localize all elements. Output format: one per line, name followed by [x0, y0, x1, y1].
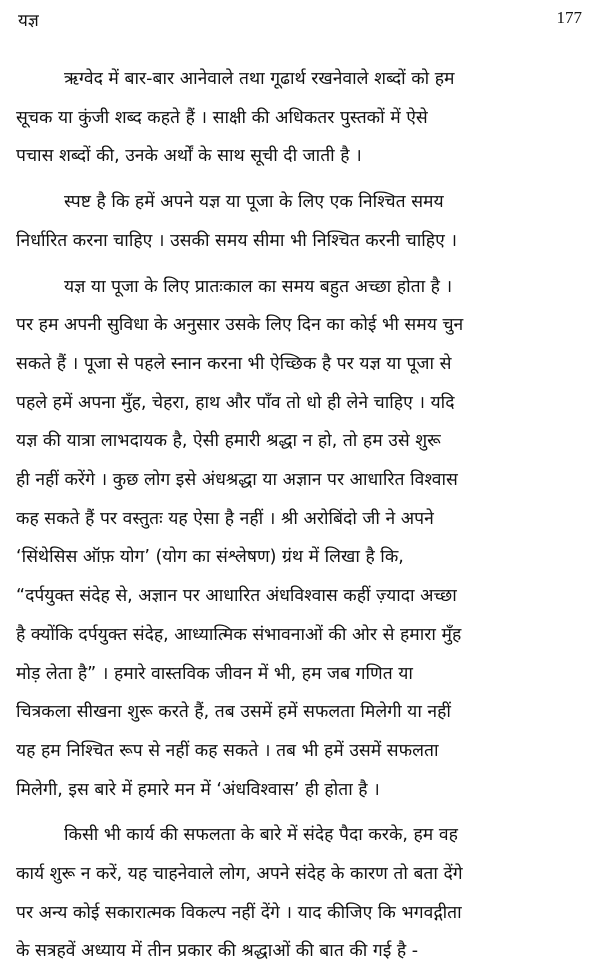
text-line: “दर्पयुक्त संदेह से, अज्ञान पर आधारित अंधविश्वास कहीं ज़्यादा अच्छा	[16, 586, 457, 607]
text-line: यज्ञ या पूजा के लिए प्रातःकाल का समय बहुत अच्छा होता है ।	[64, 276, 453, 297]
text-line: स्पष्ट है कि हमें अपने यज्ञ या पूजा के लिए एक निश्चित समय	[64, 192, 444, 213]
text-line: है क्योंकि दर्पयुक्त संदेह, आध्यात्मिक संभावनाओं की ओर से हमारा मुँह	[16, 624, 462, 645]
paragraph	[16, 816, 584, 971]
text-line: मिलेगी, इस बारे में हमारे मन में ‘अंधविश्वास’ ही होता है ।	[16, 779, 380, 800]
text-line: सकते हैं । पूजा से पहले स्नान करना भी ऐच्छिक है पर यज्ञ या पूजा से	[16, 353, 452, 374]
paragraph	[16, 60, 584, 176]
text-line: के सत्रहवें अध्याय में तीन प्रकार की श्रद्धाओं की बात की गई है -	[16, 941, 419, 962]
text-line: मोड़ लेता है” । हमारे वास्तविक जीवन में भी, हम जब गणित या	[16, 663, 413, 684]
page-number: 177	[556, 8, 582, 27]
paragraph	[16, 268, 584, 810]
text-line: किसी भी कार्य की सफलता के बारे में संदेह पैदा करके, हम वह	[64, 825, 458, 846]
text-line: पर अन्य कोई सकारात्मक विकल्प नहीं देंगे । याद कीजिए कि भगवद्गीता	[16, 902, 462, 923]
text-line: चित्रकला सीखना शुरू करते हैं, तब उसमें हमें सफलता मिलेगी या नहीं	[16, 702, 451, 723]
text-line: पर हम अपनी सुविधा के अनुसार उसके लिए दिन का कोई भी समय चुन	[16, 315, 464, 336]
text-line: निर्धारित करना चाहिए । उसकी समय सीमा भी निश्चित करनी चाहिए ।	[16, 230, 457, 251]
paragraph	[16, 183, 584, 260]
text-line: पचास शब्दों की, उनके अर्थों के साथ सूची दी जाती है ।	[16, 146, 362, 167]
text-line: ही नहीं करेंगे । कुछ लोग इसे अंधश्रद्धा या अज्ञान पर आधारित विश्वास	[16, 470, 458, 491]
chapter-title: यज्ञ	[18, 11, 39, 31]
text-line: यज्ञ की यात्रा लाभदायक है, ऐसी हमारी श्रद्धा न हो, तो हम उसे शुरू	[16, 431, 441, 452]
text-line: ‘सिंथेसिस ऑफ़ योग’ (योग का संश्लेषण) ग्रंथ में लिखा है कि,	[16, 547, 404, 568]
text-line: पहले हमें अपना मुँह, चेहरा, हाथ और पाँव तो धो ही लेने चाहिए । यदि	[16, 392, 455, 413]
text-line: ऋग्वेद में बार-बार आनेवाले तथा गूढार्थ रखनेवाले शब्दों को हम	[64, 69, 455, 89]
body-text	[16, 60, 584, 978]
text-line: यह हम निश्चित रूप से नहीं कह सकते । तब भी हमें उसमें सफलता	[16, 740, 439, 761]
text-line: कार्य शुरू न करें, यह चाहनेवाले लोग, अपने संदेह के कारण तो बता देंगे	[16, 864, 463, 885]
text-line: कह सकते हैं पर वस्तुतः यह ऐसा है नहीं । श्री अरोबिंदो जी ने अपने	[16, 508, 434, 529]
running-header	[18, 8, 582, 32]
text-line: सूचक या कुंजी शब्द कहते हैं । साक्षी की अधिकतर पुस्तकों में ऐसे	[16, 107, 428, 128]
